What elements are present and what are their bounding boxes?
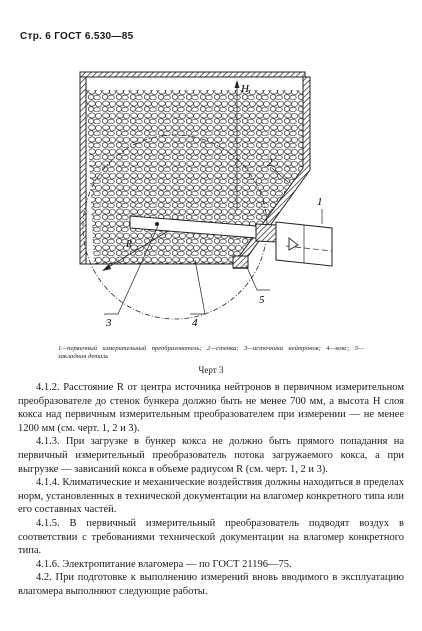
body-text [18, 381, 404, 599]
embedded-part [233, 256, 248, 268]
callout-5: 5 [259, 294, 265, 306]
chart-label: Черт 3 [198, 365, 224, 375]
paragraph-4-1-5: 4.1.5. В первичный измерительный преобразователь подводят воздух в соответствии с требованиями технической документации на влагомер конкретного типа. [18, 517, 404, 557]
paragraph-4-1-4: 4.1.4. Климатические и механические воздействия должны находиться в пределах норм, установленных в технической документации на влагомер конкретного типа или его составных частей. [18, 477, 404, 516]
paragraph-4-1-6: 4.1.6. Электропитание влагомера — по ГОСТ 21196—75. [36, 558, 292, 570]
bunker-drawing [60, 52, 360, 337]
paragraph-4-1-2: 4.1.2. Расстояние R от центра источника нейтронов в первичном измерительном преобразователе до стенок бункера должно быть не менее 700 мм, а высота H слоя кокса над первичным измерительным преобразователем при измерении — не менее 1200 мм (см. черт. 1, 2 и 3). [18, 382, 404, 434]
neutron-source [155, 222, 159, 226]
callout-3: 3 [106, 317, 112, 329]
callout-1: 1 [317, 196, 323, 208]
bunker-left-wall [80, 77, 86, 264]
paragraph-4-1-3: 4.1.3. При загрузке в бункер кокса не должно быть прямого попадания на первичный измерительный преобразователь потока загружаемого кокса, а при выгрузке — зависаний кокса в объеме радиусом R (см. черт. 1, 2 и 3). [18, 436, 404, 475]
paragraph-4-2: 4.2. При подготовке к выполнению измерений вновь вводимого в эксплуатацию влагомера выполняют следующие работы. [18, 572, 404, 597]
page-header: Стр. 6 ГОСТ 6.530—85 [20, 31, 134, 42]
radius-label: R [126, 239, 133, 250]
height-label: H [241, 83, 249, 95]
bunker-lid [80, 72, 305, 77]
callout-2: 2 [267, 157, 273, 169]
figure-caption: 1—первичный измерительный преобразователь; 2—стенка; 3—источника нейтронов; 4—кокс; 5—закладная деталь [58, 345, 364, 361]
callout-4: 4 [192, 317, 198, 329]
